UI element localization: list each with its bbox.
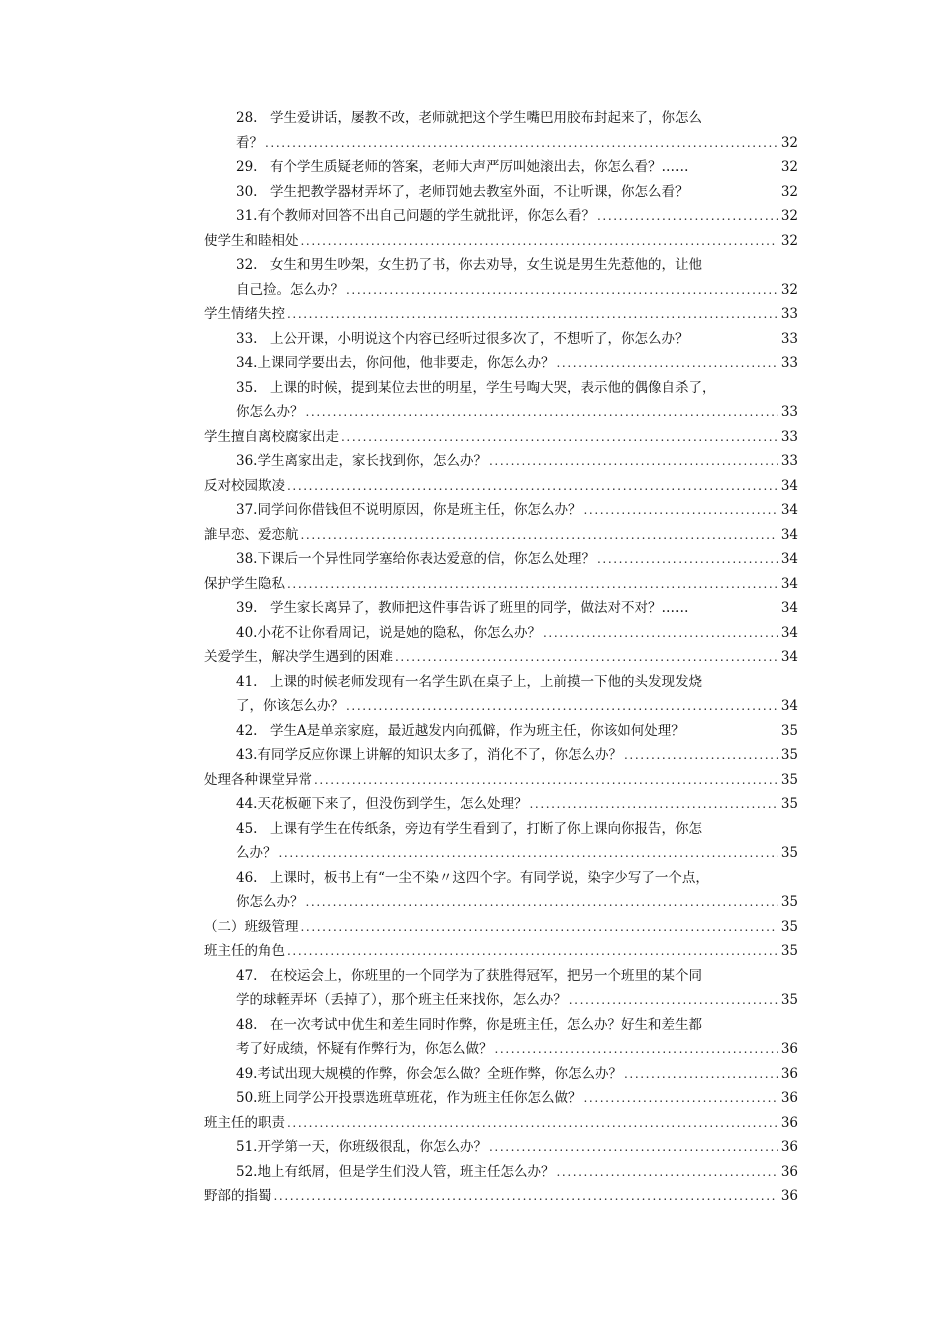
toc-entry-number: 29. [236,159,258,175]
toc-entry-title: 学生擅自离校腐家出走 [204,428,339,445]
toc-entry-title: 了，你该怎么办？ [236,698,344,714]
toc-entry-continuation[interactable] [204,694,798,719]
toc-entry[interactable] [204,1135,798,1160]
toc-entry[interactable] [204,253,798,278]
toc-entry-title: 学生把教学器材弄坏了，老师罚她去教室外面，不让听课，你怎么看？ [270,183,689,200]
toc-section-heading[interactable] [204,768,798,793]
toc-entry-title: 考了好成绩，怀疑有作弊行为，你怎么做？ [236,1041,493,1057]
dot-leader [287,572,778,597]
toc-entry-number: 31. [236,208,258,224]
toc-page-number: 32 [780,208,798,224]
toc-entry-title: 开学第一天，你班级很乱，你怎么办？ [257,1139,487,1155]
toc-page-number: 35 [780,992,798,1008]
toc-entry-number: 41. [236,673,258,690]
toc-entry-title: 上公开课，小明说这个内容已经听过很多次了，不想听了，你怎么办？ [270,330,689,347]
dot-leader [306,400,779,425]
toc-entry-title: 班主任的职责 [204,1114,285,1131]
toc-page-number: 34 [780,600,798,616]
dot-leader [624,743,778,768]
toc-page-number: 34 [780,526,798,543]
toc-page-number: 35 [780,722,798,739]
dot-leader [597,547,778,572]
toc-section-heading[interactable] [204,645,798,670]
toc-entry-title: 有个教师对回答不出自己问题的学生就批评，你怎么看？ [257,208,595,224]
toc-entry-title: 上课同学要出去，你问他，他非要走，你怎么办？ [257,355,555,371]
toc-page-number: 34 [780,575,798,592]
dot-leader [314,768,778,793]
dot-leader [489,1135,778,1160]
toc-page-number: 36 [780,1065,798,1082]
dot-leader [543,621,778,646]
toc-page-number: 36 [780,1139,798,1155]
toc-entry-title: 有个学生质疑老师的答案，老师大声严厉叫她滚出去，你怎么看？…… [270,159,689,175]
toc-entry-title: 自己捡。怎么办？ [236,281,344,298]
toc-entry[interactable] [204,743,798,768]
toc-section-heading[interactable] [204,425,798,450]
toc-entry[interactable] [204,351,798,376]
toc-entry-title: 考试出现大规模的作弊，你会怎么做？全班作弊，你怎么办？ [257,1065,622,1082]
toc-entry[interactable] [204,621,798,646]
toc-entry-title: 学生离家出走，家长找到你，怎么办？ [257,453,487,469]
toc-entry-title: 上课时，板书上有“一尘不染〃这四个字。有同学说，染字少写了一个点， [270,869,709,886]
toc-entry-number: 30. [236,183,258,200]
toc-entry-title: 你怎么办？ [236,894,304,910]
toc-entry-continuation[interactable] [204,841,798,866]
toc-entry[interactable] [204,449,798,474]
dot-leader [624,1062,778,1087]
toc-entry-title: 在一次考试中优生和差生同时作弊，你是班主任，怎么办？好生和差生都 [270,1016,702,1033]
toc-entry-title: 么办？ [236,845,277,861]
toc-entry[interactable] [204,327,798,352]
dot-leader [556,1160,778,1185]
dot-leader [287,1111,778,1136]
toc-entry-number: 46. [236,869,258,886]
dot-leader [583,498,778,523]
dot-leader [495,1037,779,1062]
toc-entry-title: 小花不让你看周记，说是她的隐私，你怎么办？ [257,624,541,641]
toc-entry-title: 学生A是单亲家庭，最近越发内向孤僻，作为班主任，你该如何处理？ [270,722,685,739]
toc-entry-continuation[interactable] [204,1037,798,1062]
toc-page-number: 33 [780,330,798,347]
toc-page-number: 32 [780,134,798,151]
toc-entry[interactable] [204,1013,798,1038]
dot-leader [301,229,779,254]
toc-entry-number: 37. [236,502,258,518]
dot-leader [583,1086,778,1111]
toc-section-heading[interactable] [204,1111,798,1136]
toc-entry-number: 42. [236,722,258,739]
dot-leader [265,131,778,156]
toc-entry-title: 关爱学生，解决学生遇到的困难 [204,649,393,665]
dot-leader [529,792,778,817]
dot-leader [279,841,779,866]
dot-leader [597,204,778,229]
toc-entry-title: 在校运会上，你班里的一个同学为了获胜得冠军，把另一个班里的某个同 [270,967,702,984]
toc-entry-number: 44. [236,796,258,812]
toc-section-heading[interactable] [204,915,798,940]
dot-leader [274,1184,779,1209]
toc-entry-title: 上课有学生在传纸条，旁边有学生看到了，打断了你上课向你报告，你怎 [270,820,702,837]
toc-entry[interactable] [204,670,798,695]
toc-entry-title: 上课的时候老师发现有一名学生趴在桌子上，上前摸一下他的头发现发烧 [270,673,702,690]
toc-entry-number: 45. [236,820,258,837]
toc-entry-title: 使学生和睦相处 [204,232,299,249]
toc-page-number: 36 [780,1090,798,1106]
toc-entry[interactable] [204,155,798,180]
toc-entry-title: 处理各种课堂异常 [204,771,312,788]
dot-leader [346,278,778,303]
dot-leader [346,694,778,719]
toc-page-number: 35 [780,796,798,812]
toc-entry[interactable] [204,1062,798,1087]
toc-entry-continuation[interactable] [204,988,798,1013]
toc-entry-continuation[interactable] [204,400,798,425]
toc-page-number: 35 [780,845,798,861]
dot-leader [287,302,778,327]
toc-entry-title: 班主任的角色 [204,943,285,959]
toc-page-number: 33 [780,355,798,371]
toc-entry-continuation[interactable] [204,890,798,915]
toc-entry[interactable] [204,498,798,523]
toc-page-number: 34 [780,649,798,665]
table-of-contents [204,106,798,1209]
toc-entry[interactable] [204,180,798,205]
toc-entry-title: 誰早恋、爱恋航 [204,526,299,543]
toc-entry-continuation[interactable] [204,278,798,303]
toc-page-number: 33 [780,404,798,420]
toc-entry-number: 28. [236,110,258,126]
toc-entry-number: 48. [236,1016,258,1033]
toc-entry-continuation[interactable] [204,131,798,156]
toc-entry-number: 32. [236,257,258,273]
dot-leader [287,939,778,964]
dot-leader [341,425,778,450]
toc-page-number: 32 [780,281,798,298]
toc-page-number: 35 [780,771,798,788]
toc-page-number: 34 [780,624,798,641]
toc-page-number: 35 [780,747,798,763]
toc-entry[interactable] [204,547,798,572]
toc-section-heading[interactable] [204,302,798,327]
toc-page-number: 33 [780,306,798,322]
toc-entry-title: 看？ [236,134,263,151]
toc-entry-title: 有同学反应你课上讲解的知识太多了，消化不了，你怎么办？ [257,747,622,763]
toc-page-number: 35 [780,894,798,910]
toc-entry-number: 33. [236,330,258,347]
toc-entry[interactable] [204,376,798,401]
toc-page-number: 32 [780,183,798,200]
toc-page-number: 36 [780,1114,798,1131]
toc-entry-number: 52. [236,1163,258,1180]
toc-entry[interactable] [204,866,798,891]
toc-entry-title: （二）班级管理 [204,918,299,935]
toc-entry-title: 学生情绪失控 [204,306,285,322]
toc-section-heading[interactable] [204,474,798,499]
toc-entry[interactable] [204,1086,798,1111]
dot-leader [301,915,779,940]
toc-entry-title: 下课后一个异性同学塞给你表达爱意的信，你怎么处理？ [257,551,595,567]
toc-section-heading[interactable] [204,572,798,597]
toc-entry-title: 学生家长离异了，教师把这件事告诉了班里的同学，做法对不对？…… [270,600,689,616]
toc-page-number: 32 [780,232,798,249]
dot-leader [306,890,779,915]
toc-entry-title: 学的球輊弄坏（丢掉了），那个班主任来找你，怎么办？ [236,992,567,1008]
toc-section-heading[interactable] [204,1184,798,1209]
toc-page-number: 32 [780,159,798,175]
dot-leader [569,988,778,1013]
toc-section-heading[interactable] [204,939,798,964]
toc-entry-number: 47. [236,967,258,984]
toc-entry-title: 班上同学公开投票选班草班花，作为班主任你怎么做？ [257,1090,582,1106]
toc-entry[interactable] [204,792,798,817]
toc-entry-title: 学生爱讲话，屡教不改，老师就把这个学生嘴巴用胶布封起来了，你怎么 [270,110,702,126]
toc-entry-number: 50. [236,1090,258,1106]
toc-entry-number: 43. [236,747,258,763]
toc-entry-title: 你怎么办？ [236,404,304,420]
dot-leader [556,351,778,376]
toc-entry[interactable] [204,964,798,989]
toc-entry-title: 保护学生隐私 [204,575,285,592]
toc-page-number: 34 [780,551,798,567]
dot-leader [301,523,779,548]
toc-entry-title: 天花板砸下来了，但没伤到学生，怎么处理？ [257,796,528,812]
toc-entry[interactable] [204,596,798,621]
toc-section-heading[interactable] [204,229,798,254]
toc-entry-number: 35. [236,379,258,396]
toc-page-number: 36 [780,1188,798,1204]
toc-entry[interactable] [204,1160,798,1185]
toc-page-number: 34 [780,502,798,518]
toc-entry-number: 36. [236,453,258,469]
toc-page-number: 36 [780,1041,798,1057]
toc-page-number: 36 [780,1163,798,1180]
toc-entry-number: 38. [236,551,258,567]
toc-entry-title: 反对校园欺凌 [204,477,285,494]
toc-page-number: 33 [780,453,798,469]
toc-page-number: 35 [780,943,798,959]
toc-page-number: 34 [780,477,798,494]
toc-entry-number: 51. [236,1139,258,1155]
toc-entry[interactable] [204,817,798,842]
toc-entry-number: 40. [236,624,258,641]
toc-entry[interactable] [204,719,798,744]
dot-leader [489,449,778,474]
dot-leader [287,474,778,499]
toc-page-number: 34 [780,698,798,714]
dot-leader [395,645,778,670]
toc-entry-title: 同学问你借钱但不说明原因，你是班主任，你怎么办？ [257,502,582,518]
toc-entry-title: 女生和男生吵架，女生扔了书，你去劝导，女生说是男生先惹他的，让他 [270,257,702,273]
toc-entry-title: 上课的时候，提到某位去世的明星，学生号啕大哭，表示他的偶像自杀了， [270,379,716,396]
toc-entry[interactable] [204,106,798,131]
toc-entry-number: 34. [236,355,258,371]
toc-entry[interactable] [204,204,798,229]
toc-entry-title: 地上有纸屑，但是学生们没人管，班主任怎么办？ [257,1163,555,1180]
toc-entry-title: 野部的指蜀 [204,1188,272,1204]
toc-page-number: 35 [780,918,798,935]
toc-section-heading[interactable] [204,523,798,548]
toc-page-number: 33 [780,428,798,445]
toc-entry-number: 49. [236,1065,258,1082]
toc-entry-number: 39. [236,600,258,616]
